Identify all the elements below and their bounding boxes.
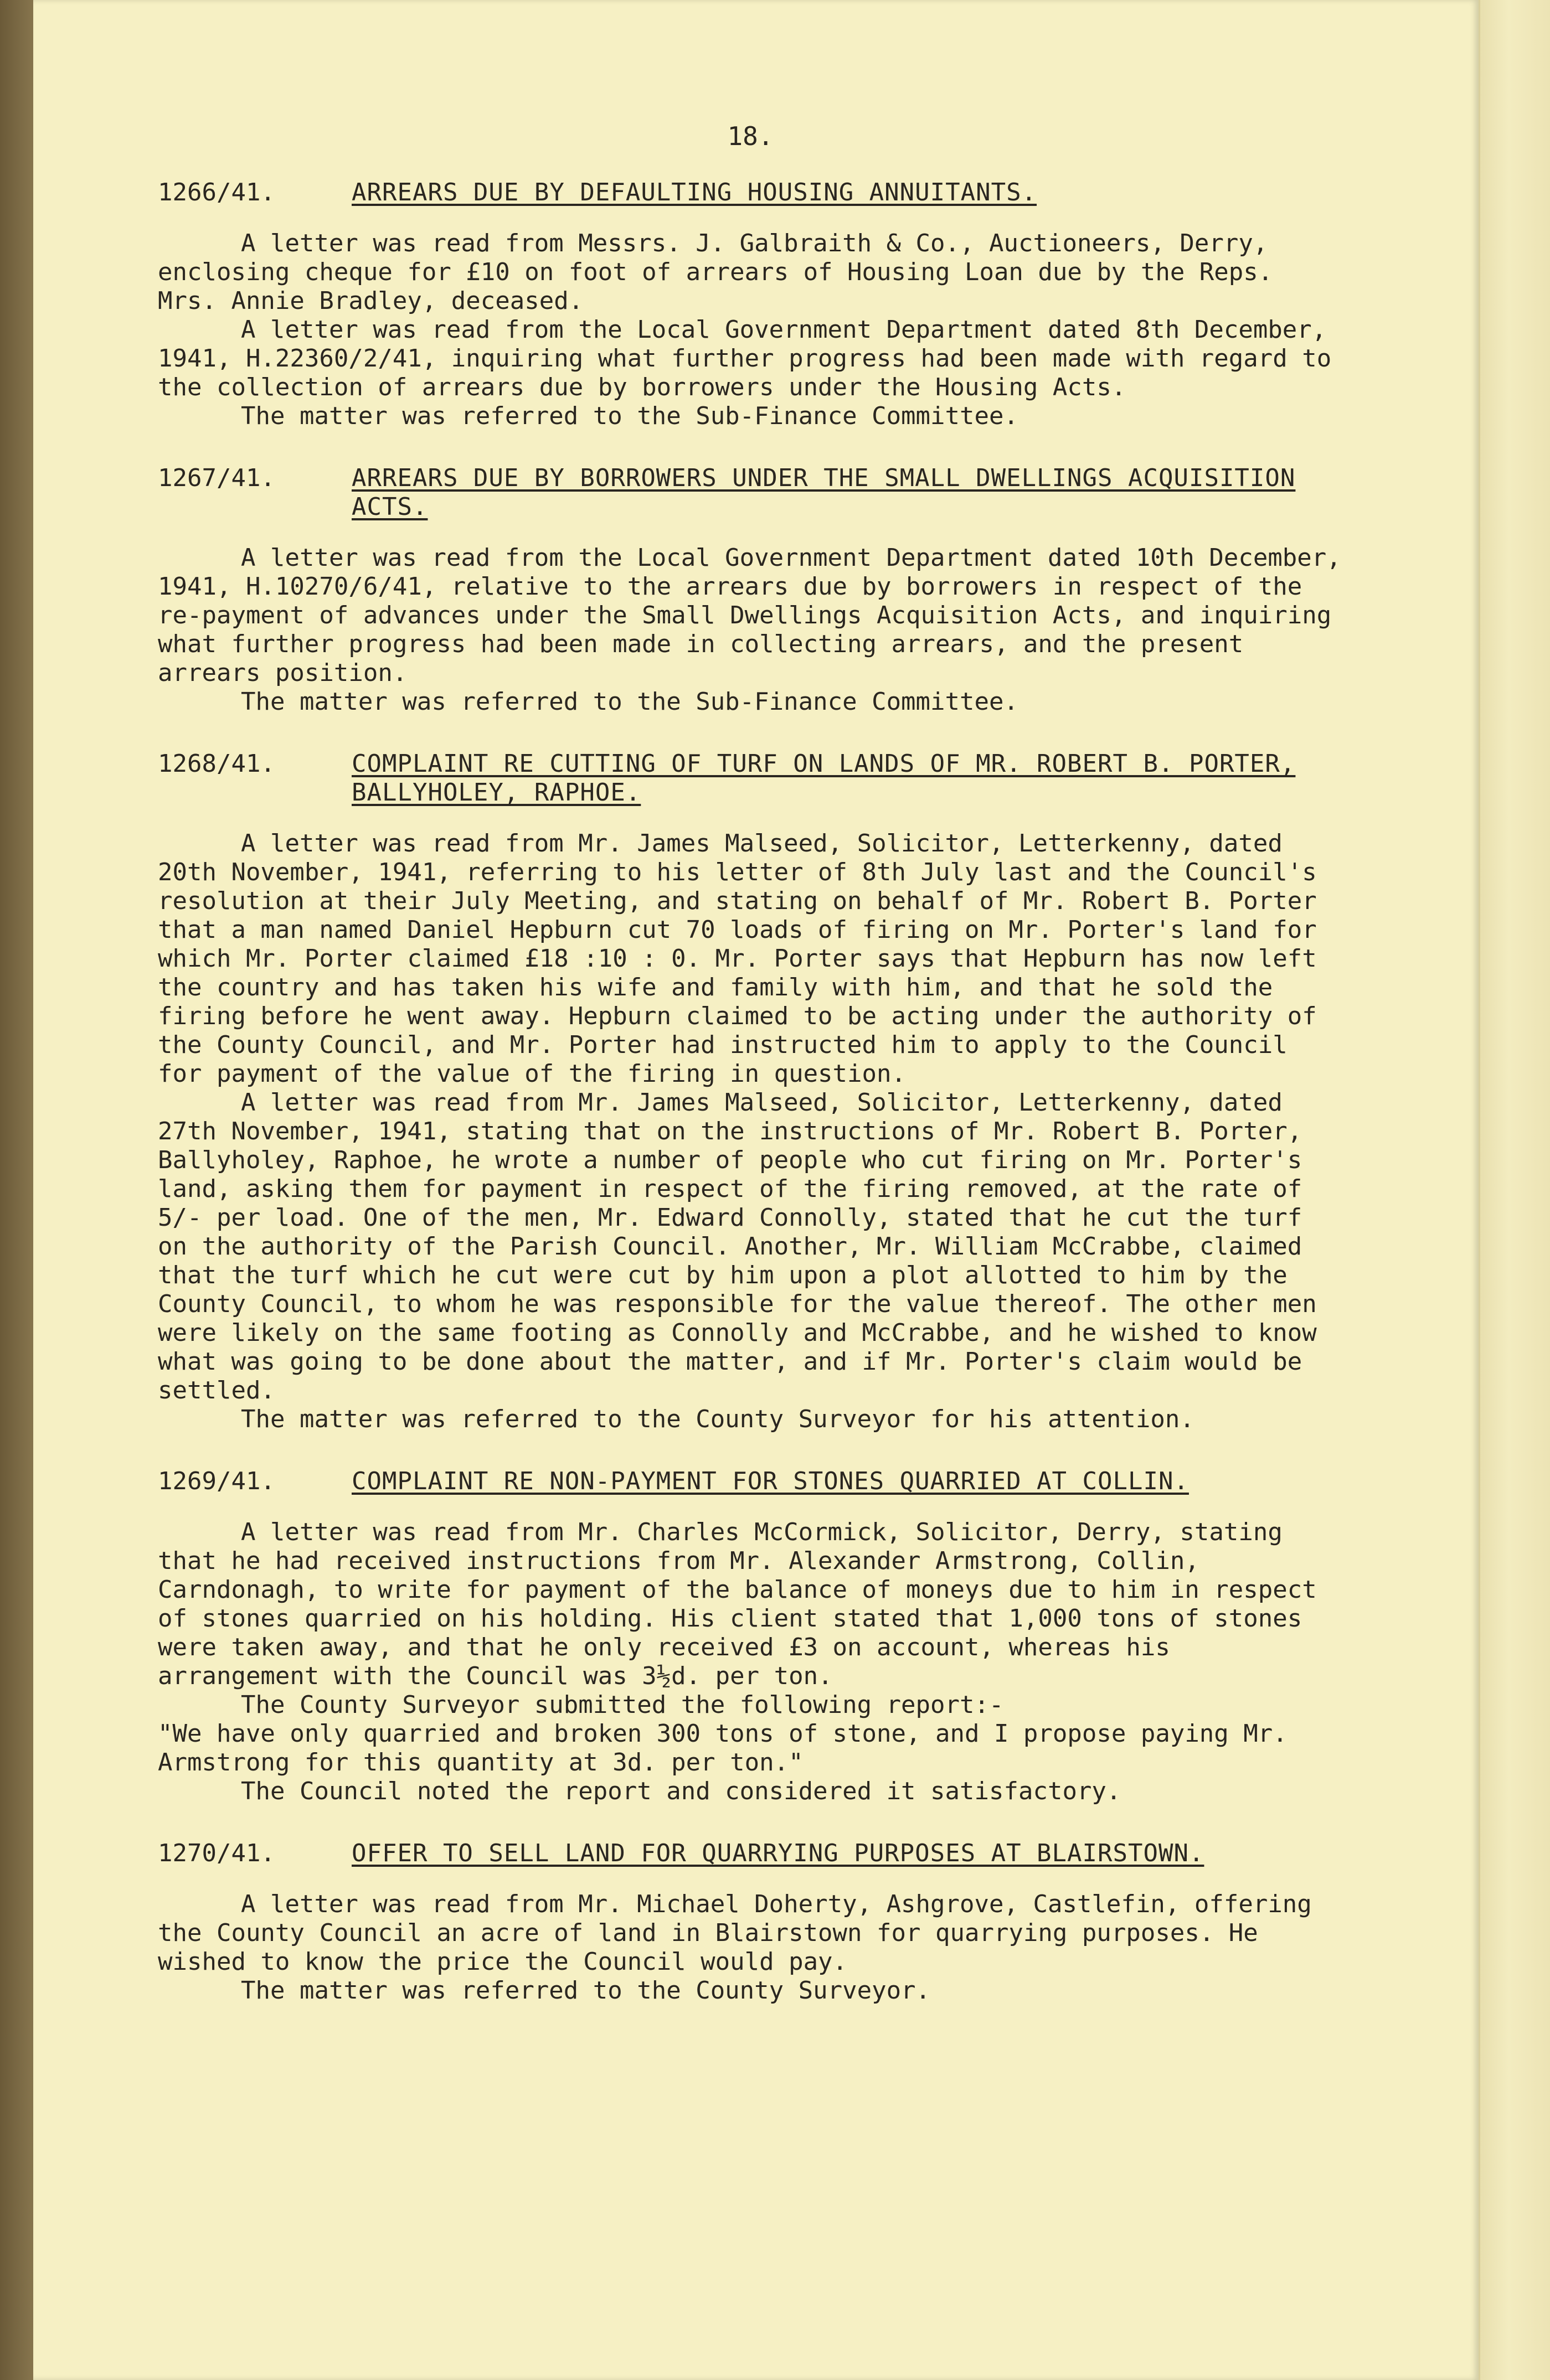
minute-title: ARREARS DUE BY DEFAULTING HOUSING ANNUITANTS.: [352, 178, 1037, 206]
paragraph: The matter was referred to the County Surveyor for his attention.: [241, 1405, 1194, 1433]
minute-heading: [158, 1839, 1343, 1868]
minute-heading: [158, 464, 1343, 522]
minute-number: 1266/41.: [158, 178, 275, 206]
minute-heading: [158, 750, 1343, 807]
minute-number: 1270/41.: [158, 1839, 275, 1867]
paragraph: A letter was read from Mr. Charles McCormick, Solicitor, Derry, stating that he had received instructions from Mr. Alexander Armstrong, Collin, Carndonagh, to write for payment of the balance of moneys due to him in respect of stones quarried on his holding. His client stated that 1,000 tons of stones were taken away, and that he only received £3 on account, whereas his arrangement with the Council was 3½d. per ton.: [158, 1518, 1317, 1690]
paragraph: A letter was read from the Local Government Department dated 10th December, 1941, H.10270/6/41, relative to the arrears due by borrowers in respect of the re-payment of advances under the Small Dwellings Acquisition Acts, and inquiring what further progress had been made in collecting arrears, and the present arrears position.: [158, 544, 1341, 687]
minute-1266: [158, 178, 1343, 431]
minute-number: 1268/41.: [158, 750, 275, 778]
minute-1268: [158, 750, 1343, 1434]
paragraph: The matter was referred to the Sub-Finance Committee.: [241, 688, 1018, 716]
minute-title: OFFER TO SELL LAND FOR QUARRYING PURPOSES AT BLAIRSTOWN.: [352, 1839, 1204, 1867]
minute-1267: [158, 464, 1343, 716]
paragraph: The County Surveyor submitted the following report:-: [241, 1691, 1004, 1719]
minute-title: COMPLAINT RE NON-PAYMENT FOR STONES QUARRIED AT COLLIN.: [352, 1467, 1189, 1495]
minute-1270: [158, 1839, 1343, 2005]
minute-number: 1267/41.: [158, 464, 275, 492]
paragraph: The matter was referred to the Sub-Finance Committee.: [241, 402, 1018, 430]
paragraph: A letter was read from Messrs. J. Galbraith & Co., Auctioneers, Derry, enclosing cheque for £10 on foot of arrears of Housing Loan due by the Reps. Mrs. Annie Bradley, deceased.: [158, 229, 1273, 315]
minute-title: COMPLAINT RE CUTTING OF TURF ON LANDS OF MR. ROBERT B. PORTER, BALLYHOLEY, RAPHOE.: [352, 750, 1296, 807]
minute-number: 1269/41.: [158, 1467, 275, 1495]
paragraph: A letter was read from Mr. James Malseed, Solicitor, Letterkenny, dated 20th November, 1941, referring to his letter of 8th July last and the Council's resolution at their July Meeting, and stating on behalf of Mr. Robert B. Porter that a man named Daniel Hepburn cut 70 loads of firing on Mr. Porter's land for which Mr. Porter claimed £18 :10 : 0. Mr. Porter says that Hepburn has now left the country and has taken his wife and family with him, and that he sold the firing before he went away. Hepburn claimed to be acting under the authority of the County Council, and Mr. Porter had instructed him to apply to the Council for payment of the value of the firing in question.: [158, 829, 1317, 1088]
paragraph: A letter was read from the Local Government Department dated 8th December, 1941, H.22360/2/41, inquiring what further progress had been made with regard to the collection of arrears due by borrowers under the Housing Acts.: [158, 316, 1332, 401]
page-number: 18.: [727, 121, 774, 151]
minute-heading: [158, 1467, 1343, 1496]
paragraph: The matter was referred to the County Surveyor.: [241, 1976, 931, 2005]
page-content: [158, 122, 1343, 2038]
surveyor-report-quote: "We have only quarried and broken 300 tons of stone, and I propose paying Mr. Armstrong for this quantity at 3d. per ton.": [158, 1720, 1288, 1777]
paragraph: The Council noted the report and considered it satisfactory.: [241, 1777, 1121, 1805]
paragraph: A letter was read from Mr. James Malseed, Solicitor, Letterkenny, dated 27th November, 1941, stating that on the instructions of Mr. Robert B. Porter, Ballyholey, Raphoe, he wrote a number of people who cut firing on Mr. Porter's land, asking them for payment in respect of the firing removed, at the rate of 5/- per load. One of the men, Mr. Edward Connolly, stated that he cut the turf on the authority of the Parish Council. Another, Mr. William McCrabbe, claimed that the turf which he cut were cut by him upon a plot allotted to him by the County Council, to whom he was responsible for the value thereof. The other men were likely on the same footing as Connolly and McCrabbe, and he wished to know what was going to be done about the matter, and if Mr. Porter's claim would be settled.: [158, 1088, 1317, 1405]
minute-title: ARREARS DUE BY BORROWERS UNDER THE SMALL DWELLINGS ACQUISITION ACTS.: [352, 464, 1296, 521]
minute-heading: [158, 178, 1343, 207]
minute-1269: [158, 1467, 1343, 1806]
page-edge: [1479, 0, 1550, 2380]
paragraph: A letter was read from Mr. Michael Doherty, Ashgrove, Castlefin, offering the County Council an acre of land in Blairstown for quarrying purposes. He wished to know the price the Council would pay.: [158, 1890, 1312, 1976]
